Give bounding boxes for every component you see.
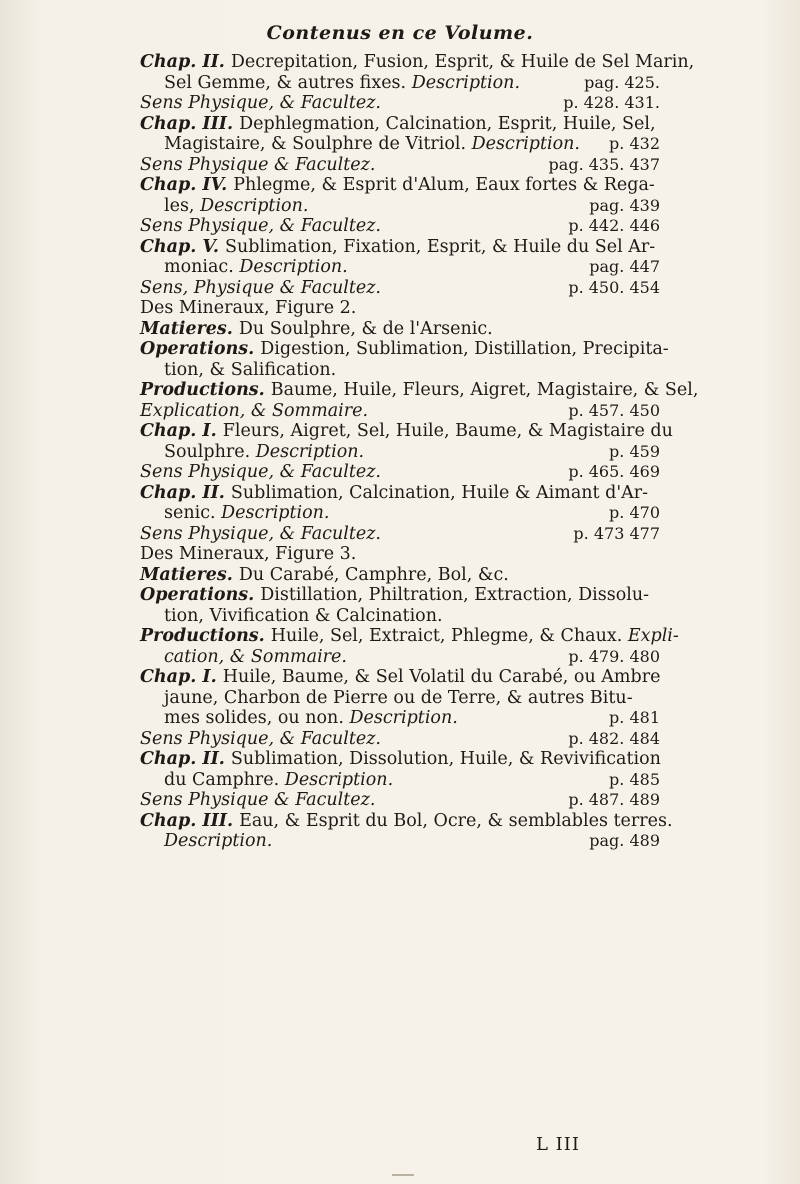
page-title: Contenus en ce Volume. <box>266 22 534 44</box>
page-ref: pag. 435. 437 <box>548 154 660 174</box>
entry-text: Des Mineraux, Figure 2. <box>140 298 357 318</box>
page-ref: p. 442. 446 <box>568 216 660 235</box>
entry-italic: Sens Physique, & Facultez. <box>140 93 381 113</box>
toc-line <box>140 729 660 750</box>
page-ref: p. 465. 469 <box>568 462 660 481</box>
toc-line <box>140 462 660 483</box>
entry-italic: Sens Physique, & Facultez. <box>140 523 381 544</box>
entry-label: Chap. II. <box>140 482 225 503</box>
toc-line <box>140 339 669 360</box>
entry-label: Productions. <box>140 380 265 400</box>
toc-line <box>140 831 660 852</box>
entry-text: les, <box>164 195 195 216</box>
page-edge-mark <box>392 1174 414 1176</box>
entry-italic: Description. <box>284 769 394 790</box>
entry-text: Du Carabé, Camphre, Bol, &c. <box>238 564 509 585</box>
page-ref: p. 479. 480 <box>568 646 660 666</box>
entry-text: Decrepitation, Fusion, Esprit, & Huile de Sel Marin, <box>230 52 695 72</box>
entry-label: Productions. <box>140 626 265 646</box>
entry-text: Phlegme, & Esprit d'Alum, Eaux fortes & Rega- <box>233 175 655 195</box>
toc-line <box>140 155 660 176</box>
toc-line <box>140 790 660 811</box>
toc-line <box>140 52 695 73</box>
page-ref: p. 432 <box>609 134 660 153</box>
toc-line <box>140 810 673 832</box>
toc-line <box>140 708 660 729</box>
toc-line <box>140 442 660 463</box>
entry-text: moniac. <box>164 257 234 277</box>
entry-text: Dephlegmation, Calcination, Esprit, Huile, Sel, <box>239 113 656 134</box>
entry-label: Chap. I. <box>140 421 217 441</box>
toc-line <box>140 565 660 586</box>
toc-line <box>140 278 660 299</box>
entry-text: tion, Vivification & Calcination. <box>164 605 443 626</box>
toc-line <box>140 380 699 401</box>
toc-line <box>140 175 660 196</box>
entry-italic: Description. <box>411 72 521 93</box>
entry-italic: Expli- <box>622 626 679 646</box>
toc-line <box>140 647 660 668</box>
entry-text: Digestion, Sublimation, Distillation, Precipita- <box>260 339 669 359</box>
toc-line <box>140 585 660 606</box>
entry-italic: Description. <box>200 195 309 216</box>
entry-label: Chap. IV. <box>140 175 228 195</box>
entry-italic: Sens Physique, & Facultez. <box>140 216 381 236</box>
page-ref: pag. 447 <box>589 257 660 276</box>
toc-line <box>140 626 679 647</box>
entry-text: Eau, & Esprit du Bol, Ocre, & semblables terres. <box>239 810 673 831</box>
toc-line <box>140 544 660 565</box>
entry-italic: Sens Physique & Facultez. <box>140 154 376 175</box>
entry-label: Chap. II. <box>140 749 225 769</box>
entry-label: Chap. V. <box>140 236 220 257</box>
entry-text: Sublimation, Dissolution, Huile, & Revivification <box>230 749 661 769</box>
page-ref: p. 482. 484 <box>568 728 660 748</box>
entry-text: du Camphre. <box>164 769 280 790</box>
entry-text: mes solides, ou non. <box>164 708 344 728</box>
page-ref: p. 485 <box>609 769 660 789</box>
toc-line <box>140 114 660 135</box>
entry-italic: cation, & Sommaire. <box>164 646 347 667</box>
entry-label: Chap. III. <box>140 113 234 134</box>
entry-label: Operations. <box>140 585 255 605</box>
entry-text: senic. <box>164 503 216 523</box>
entry-label: Matieres. <box>140 318 233 339</box>
entry-text: jaune, Charbon de Pierre ou de Terre, & autres Bitu- <box>164 687 633 708</box>
table-of-contents <box>140 52 699 852</box>
entry-text: Sublimation, Fixation, Esprit, & Huile du Sel Ar- <box>225 236 656 257</box>
entry-italic: Description. <box>471 134 580 154</box>
page-ref: p. 470 <box>609 503 660 522</box>
toc-line <box>140 360 660 381</box>
entry-text: Magistaire, & Soulphre de Vitriol. <box>164 134 467 154</box>
page-ref: p. 457. 450 <box>568 400 660 420</box>
toc-line <box>140 606 660 627</box>
entry-text: tion, & Salification. <box>164 359 337 380</box>
page-ref: pag. 425. <box>584 72 660 92</box>
entry-italic: Sens Physique, & Facultez. <box>140 462 381 482</box>
toc-line <box>140 401 660 422</box>
entry-text: Sel Gemme, & autres fixes. <box>164 72 407 93</box>
page-ref: p. 428. 431. <box>563 93 660 112</box>
entry-text: Fleurs, Aigret, Sel, Huile, Baume, & Magistaire du <box>222 421 673 441</box>
entry-label: Chap. II. <box>140 52 225 72</box>
page-ref: p. 459 <box>609 441 660 461</box>
toc-line <box>140 93 660 114</box>
toc-line <box>140 216 660 237</box>
entry-text: Huile, Baume, & Sel Volatil du Carabé, ou Ambre <box>222 667 661 687</box>
page-ref: p. 473 477 <box>573 523 660 543</box>
toc-line <box>140 770 660 791</box>
toc-line <box>140 257 660 278</box>
entry-italic: Description. <box>255 441 365 462</box>
entry-text: Sublimation, Calcination, Huile & Aimant d'Ar- <box>230 482 649 503</box>
toc-line <box>140 134 660 155</box>
toc-line <box>140 298 660 319</box>
entry-italic: Sens Physique, & Facultez. <box>140 728 381 749</box>
entry-text: Distillation, Philtration, Extraction, Dissolu- <box>260 585 650 605</box>
toc-line <box>140 319 660 340</box>
entry-italic: Explication, & Sommaire. <box>140 400 369 421</box>
entry-italic: Description. <box>164 831 273 851</box>
entry-label: Chap. III. <box>140 810 234 831</box>
toc-line <box>140 196 660 217</box>
signature-mark: L III <box>536 1134 581 1155</box>
entry-text: Soulphre. <box>164 441 251 462</box>
toc-line <box>140 688 660 709</box>
toc-line <box>140 73 660 94</box>
entry-text: Huile, Sel, Extraict, Phlegme, & Chaux. <box>270 626 623 646</box>
entry-text: Baume, Huile, Fleurs, Aigret, Magistaire, & Sel, <box>270 380 699 400</box>
toc-line <box>140 503 660 524</box>
entry-italic: Sens Physique & Facultez. <box>140 790 376 810</box>
page-ref: pag. 439 <box>589 195 660 215</box>
toc-line <box>140 749 660 770</box>
page-ref: p. 487. 489 <box>568 790 660 809</box>
entry-label: Chap. I. <box>140 667 217 687</box>
entry-italic: Description. <box>349 708 458 728</box>
entry-italic: Sens, Physique & Facultez. <box>140 277 381 298</box>
entry-label: Operations. <box>140 339 255 359</box>
entry-label: Matieres. <box>140 564 233 585</box>
entry-text: Des Mineraux, Figure 3. <box>140 544 357 564</box>
page-ref: p. 481 <box>609 708 660 727</box>
page-ref: pag. 489 <box>589 831 660 850</box>
toc-line <box>140 421 673 442</box>
toc-line <box>140 237 660 258</box>
toc-line <box>140 483 660 504</box>
entry-italic: Description. <box>239 257 348 277</box>
entry-italic: Description. <box>221 503 330 523</box>
page-ref: p. 450. 454 <box>568 277 660 297</box>
toc-line <box>140 524 660 545</box>
entry-text: Du Soulphre, & de l'Arsenic. <box>238 318 493 339</box>
toc-line <box>140 667 660 688</box>
